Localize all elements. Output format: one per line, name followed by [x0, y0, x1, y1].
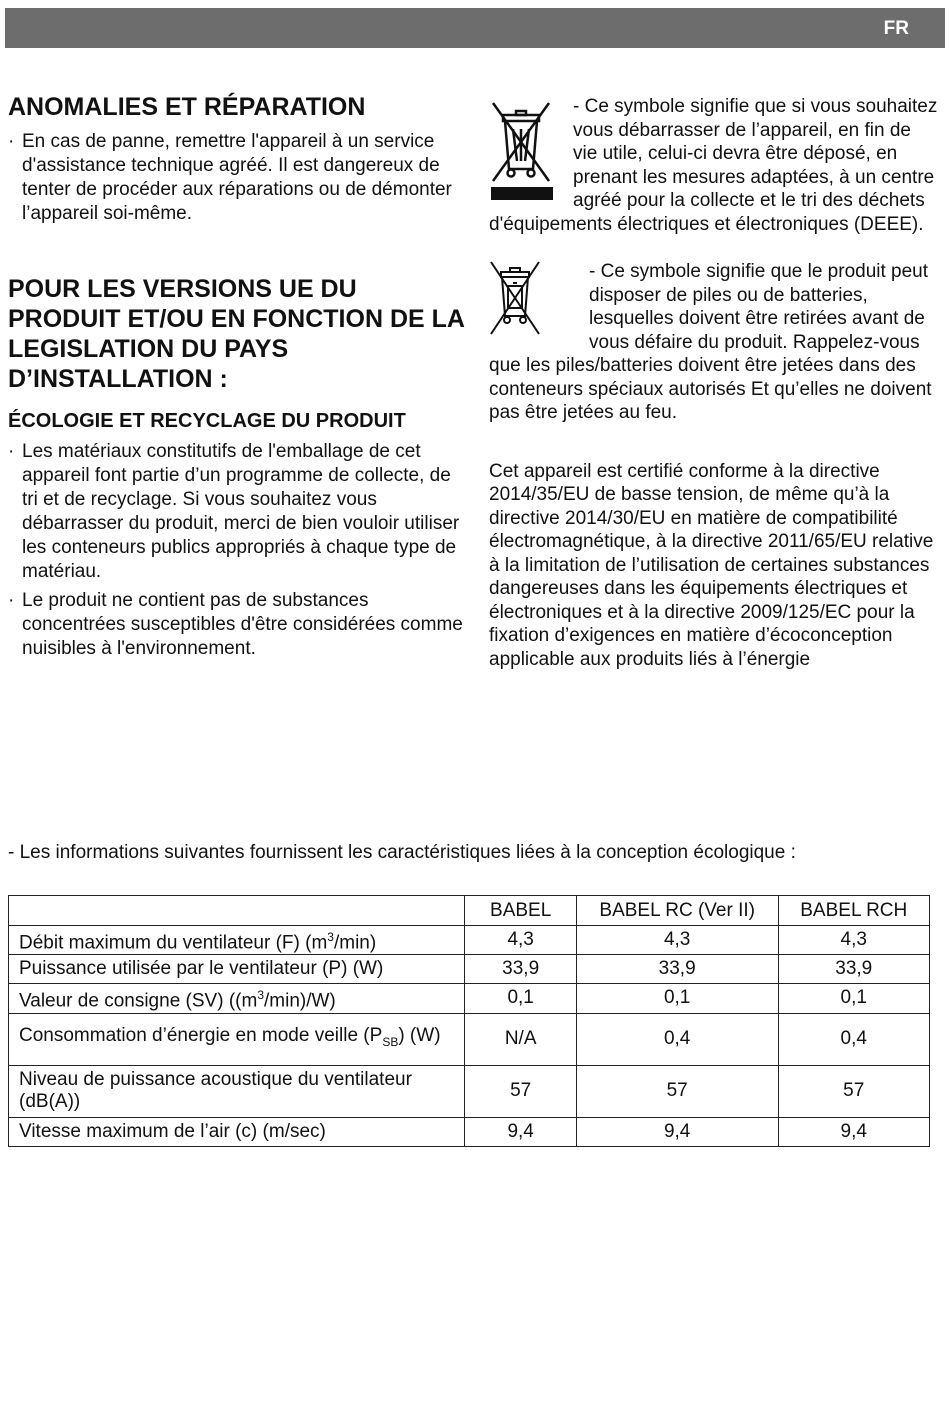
bullet-dot: · — [8, 590, 15, 611]
left-column — [8, 92, 468, 661]
cell-value: 0,1 — [576, 984, 778, 1013]
cell-value: 9,4 — [465, 1117, 576, 1146]
cell-value: N/A — [465, 1013, 576, 1065]
row-label: Débit maximum du ventilateur (F) $(m^3/\min)$ — [9, 926, 465, 955]
battery-text: - Ce symbole signifie que le produit peut disposer de piles ou de batteries, lesquelles doivent être retirées avant de vous défaire du produit. Rappelez-vous que les piles/batteries doivent être jetées dans des conteneurs spéciaux autorisés Et qu’elles ne doivent pas être jetées au feu. — [489, 261, 932, 423]
specs-table — [8, 895, 930, 1147]
row-label: Niveau de puissance acoustique du ventilateur (dB(A)) — [9, 1065, 465, 1117]
cell-value: 4,3 — [576, 926, 778, 955]
cell-value: 4,3 — [778, 926, 930, 955]
bullet-dot: · — [8, 131, 15, 152]
table-header-cell — [9, 896, 465, 926]
table-row — [9, 955, 930, 984]
table-header-cell: BABEL RC (Ver II) — [576, 896, 778, 926]
weee-text: - Ce symbole signifie que si vous souhaitez vous débarrasser de l’appareil, en fin de vie utile, celui-ci devra être déposé, en prenant les mesures adaptées, à un centre agréé pour la collecte et le tri des déchets d'équipements électriques et électroniques (DEEE). — [489, 96, 938, 235]
eco-item — [8, 440, 468, 584]
cell-value: 57 — [576, 1065, 778, 1117]
row-label: Puissance utilisée par le ventilateur (P) (W) — [9, 955, 465, 984]
row-label: Valeur de consigne (SV) $((m^3/\min)/W)$ — [9, 984, 465, 1013]
eco-item-text: Les matériaux constitutifs de l'emballage de cet appareil font partie d’un programme de collecte, de tri et de recyclage. Si vous souhaitez vous débarrasser du produit, merci de bien vouloir utiliser les conteneurs publics appropriés à chaque type de matériau. — [22, 441, 460, 582]
cell-value: 0,1 — [465, 984, 576, 1013]
anomalies-item-text: En cas de panne, remettre l'appareil à un service d'assistance technique agréé. Il est dangereux de tenter de procéder aux réparations ou de démonter l’appareil soi-même. — [22, 131, 452, 224]
table-header-cell: BABEL RCH — [778, 896, 930, 926]
crossed-bin-with-bar-icon — [489, 97, 555, 202]
cell-value: 9,4 — [778, 1117, 930, 1146]
eco-note: - Les informations suivantes fournissent les caractéristiques liées à la conception écologique : — [8, 842, 796, 863]
row-label: Vitesse maximum de l’air (c) (m/sec) — [9, 1117, 465, 1146]
cell-value: 57 — [778, 1065, 930, 1117]
battery-block — [489, 260, 939, 425]
cell-value: 57 — [465, 1065, 576, 1117]
anomalies-item — [8, 130, 468, 226]
right-column — [489, 95, 939, 671]
header-bar — [5, 8, 945, 48]
cell-value: 33,9 — [576, 955, 778, 984]
table-row — [9, 1117, 930, 1146]
table-row — [9, 984, 930, 1013]
cell-value: 0,1 — [778, 984, 930, 1013]
table-header-cell: BABEL — [465, 896, 576, 926]
table-row — [9, 1013, 930, 1065]
cell-value: 4,3 — [465, 926, 576, 955]
table-row — [9, 1065, 930, 1117]
eco-item — [8, 589, 468, 661]
anomalies-title: ANOMALIES ET RÉPARATION — [8, 93, 366, 121]
cell-value: 33,9 — [465, 955, 576, 984]
language-label: FR — [883, 18, 909, 39]
row-label: Consommation d’énergie en mode veille $(P_{SB})$ (W) — [9, 1013, 465, 1065]
table-row — [9, 926, 930, 955]
eco-title: ÉCOLOGIE ET RECYCLAGE DU PRODUIT — [8, 410, 406, 432]
cell-value: 33,9 — [778, 955, 930, 984]
cell-value: 0,4 — [576, 1013, 778, 1065]
cell-value: 0,4 — [778, 1013, 930, 1065]
eco-item-text: Le produit ne contient pas de substances concentrées susceptibles d'être considérées comme nuisibles à l'environnement. — [22, 590, 463, 659]
versions-title: POUR LES VERSIONS UE DU PRODUIT ET/OU EN FONCTION DE LA LEGISLATION DU PAYS D’INSTALLATION : — [8, 275, 465, 393]
bullet-dot: · — [8, 441, 15, 462]
cell-value: 9,4 — [576, 1117, 778, 1146]
crossed-bin-battery-icon — [489, 260, 541, 344]
table-header-row — [9, 896, 930, 926]
weee-block — [489, 95, 939, 236]
certification-text: Cet appareil est certifié conforme à la directive 2014/35/EU de basse tension, de même qu’à la directive 2014/30/EU en matière de compatibilité électromagnétique, à la directive 2011/65/EU relative à la limitation de l’utilisation de certaines substances dangereuses dans les équipements électriques et électroniques et à la directive 2009/125/EC pour la fixation d’exigences en matière d’écoconception applicable aux produits liés à l’énergie — [489, 460, 934, 670]
